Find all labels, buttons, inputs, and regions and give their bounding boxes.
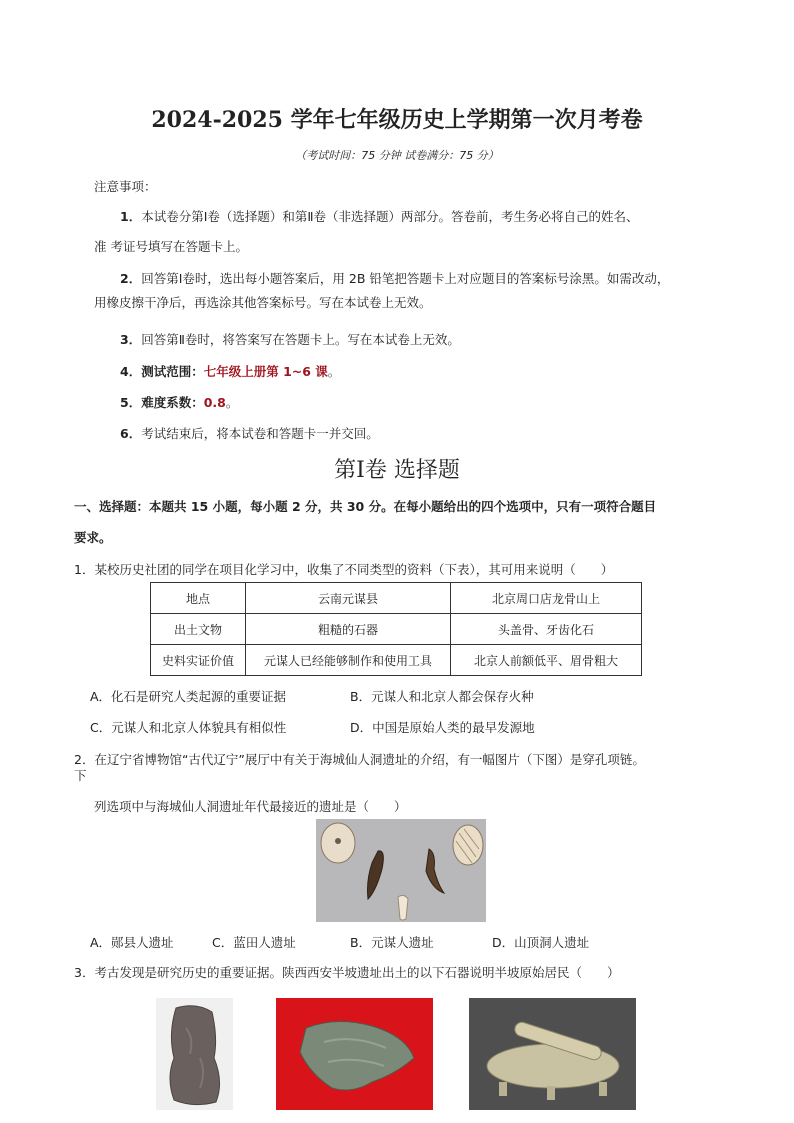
notice-1-text: 本试卷分第Ⅰ卷（选择题）和第Ⅱ卷（非选择题）两部分。答卷前，考生务必将自己的姓名、 xyxy=(141,209,639,224)
notice-2 xyxy=(120,269,669,289)
perforated-necklace-image xyxy=(316,819,486,922)
notice-2-cont: 用橡皮擦干净后，再选涂其他答案标号。写在本试卷上无效。 xyxy=(94,295,432,310)
notice-5-label: 难度系数： xyxy=(141,395,204,410)
question-1-stem: 1．某校历史社团的同学在项目化学习中，收集了不同类型的资料（下表），其可用来说明（ ） xyxy=(74,562,614,577)
notice-3-text: 回答第Ⅱ卷时，将答案写在答题卡上。写在本试卷上无效。 xyxy=(141,332,460,347)
question-2-stem-cont: 下 xyxy=(74,768,87,783)
q2-option-b[interactable]: B．元谋人遗址 xyxy=(350,935,434,950)
q1-option-a[interactable]: A．化石是研究人类起源的重要证据 xyxy=(90,689,287,704)
notice-6-number: 6． xyxy=(120,426,142,441)
exam-subtitle: （考试时间：75 分钟 试卷满分：75 分） xyxy=(295,149,499,162)
notice-5 xyxy=(120,393,238,413)
table-cell: 出土文物 xyxy=(151,614,246,645)
grinding-stone-illustration xyxy=(469,998,636,1110)
exam-title: 2024-2025 学年七年级历史上学期第一次月考卷 xyxy=(151,107,643,133)
notice-4-end: 。 xyxy=(327,364,341,379)
question-1-table xyxy=(150,582,642,676)
part-one-heading-cont: 要求。 xyxy=(74,530,112,545)
stone-axe-illustration xyxy=(156,998,233,1110)
notice-4-number: 4． xyxy=(120,364,142,379)
q1-option-b[interactable]: B．元谋人和北京人都会保存火种 xyxy=(350,689,534,704)
q2-option-c[interactable]: C．蓝田人遗址 xyxy=(212,935,296,950)
notice-1 xyxy=(120,207,639,227)
stone-axe-image xyxy=(156,998,233,1110)
table-cell: 头盖骨、牙齿化石 xyxy=(451,614,642,645)
q1-option-c[interactable]: C．元谋人和北京人体貌具有相似性 xyxy=(90,720,287,735)
test-scope-value: 七年级上册第 1~6 课 xyxy=(203,364,328,379)
stone-knife-illustration xyxy=(276,998,433,1110)
q1-option-d[interactable]: D．中国是原始人类的最早发源地 xyxy=(350,720,535,735)
notice-3-number: 3． xyxy=(120,332,142,347)
question-3-stem: 3．考古发现是研究历史的重要证据。陕西西安半坡遗址出土的以下石器说明半坡原始居民（ ） xyxy=(74,965,620,980)
table-row xyxy=(151,583,642,614)
notice-6 xyxy=(120,424,379,444)
question-2-stem: 2．在辽宁省博物馆“古代辽宁”展厅中有关于海城仙人洞遗址的介绍，有一幅图片（下图）是穿孔项链。 xyxy=(74,752,645,767)
part-one-heading: 一、选择题：本题共 15 小题，每小题 2 分，共 30 分。在每小题给出的四个选项中，只有一项符合题目 xyxy=(74,499,657,514)
table-cell: 粗糙的石器 xyxy=(246,614,451,645)
q2-option-d[interactable]: D．山顶洞人遗址 xyxy=(492,935,590,950)
notice-1-cont: 准 考证号填写在答题卡上。 xyxy=(94,239,248,254)
table-cell: 史料实证价值 xyxy=(151,645,246,676)
notice-2-number: 2． xyxy=(120,271,142,286)
notice-6-text: 考试结束后，将本试卷和答题卡一并交回。 xyxy=(141,426,379,441)
notice-5-number: 5． xyxy=(120,395,142,410)
notice-3 xyxy=(120,330,460,350)
notice-5-end: 。 xyxy=(225,395,239,410)
notice-1-number: 1． xyxy=(120,209,142,224)
stone-knife-image xyxy=(276,998,433,1110)
section-title: 第Ⅰ卷 选择题 xyxy=(334,458,460,483)
table-row xyxy=(151,645,642,676)
notice-4 xyxy=(120,362,340,382)
table-cell: 元谋人已经能够制作和使用工具 xyxy=(246,645,451,676)
difficulty-value: 0.8 xyxy=(203,395,226,410)
notice-2-text: 回答第Ⅰ卷时，选出每小题答案后，用 2B 铅笔把答题卡上对应题目的答案标号涂黑。如需改动， xyxy=(141,271,670,286)
question-2-stem-cont2: 列选项中与海城仙人洞遗址年代最接近的遗址是（ ） xyxy=(94,799,407,814)
grinding-stone-image xyxy=(469,998,636,1110)
table-cell: 北京周口店龙骨山上 xyxy=(451,583,642,614)
q2-option-a[interactable]: A．郧县人遗址 xyxy=(90,935,174,950)
table-cell: 云南元谋县 xyxy=(246,583,451,614)
table-cell: 北京人前额低平、眉骨粗大 xyxy=(451,645,642,676)
necklace-illustration xyxy=(316,819,486,922)
notes-heading: 注意事项： xyxy=(94,179,157,194)
table-row xyxy=(151,614,642,645)
table-cell: 地点 xyxy=(151,583,246,614)
notice-4-label: 测试范围： xyxy=(141,364,204,379)
